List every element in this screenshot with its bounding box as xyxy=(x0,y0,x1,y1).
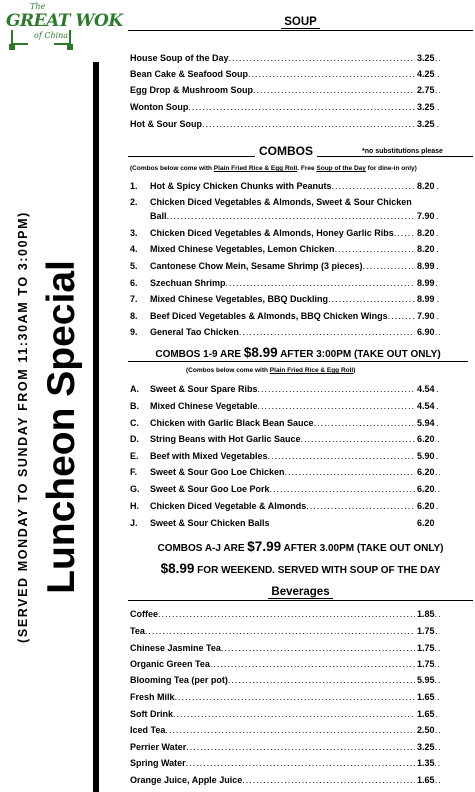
soup-heading: SOUP xyxy=(281,16,320,29)
no-substitutions: *no substitutions please xyxy=(362,148,443,155)
beverage-row: Iced Tea ..... 2.50 xyxy=(130,725,440,739)
menu-row: Wonton Soup ..... 3.25 xyxy=(130,102,440,116)
side-panel xyxy=(0,62,92,792)
combo-row: 5. Cantonese Chow Mein, Sesame Shrimp (3 pieces) ..... 8.99 xyxy=(130,261,440,275)
luncheon-title: Luncheon Special xyxy=(40,260,83,594)
soup-header xyxy=(128,18,473,32)
weekend-note: $8.99 FOR WEEKEND. SERVED WITH SOUP OF THE DAY xyxy=(160,561,441,576)
beverage-row: Soft Drink ..... 1.65 xyxy=(130,709,440,723)
combo-row: 2. Chicken Diced Vegetables & Almonds, Sweet & Sour Chicken xyxy=(130,197,412,207)
combo-row: 8. Beef Diced Vegetables & Almonds, BBQ Chicken Wings ..... 7.90 xyxy=(130,311,440,325)
beverage-row: Spring Water ..... 1.35 xyxy=(130,758,440,772)
menu-row: House Soup of the Day ..... 3.25 xyxy=(130,53,440,67)
combo-row: F. Sweet & Sour Goo Loe Chicken ..... 6.20 xyxy=(130,467,440,481)
combo-row-cont: Ball ..... 7.90 xyxy=(130,211,440,225)
combo-row: 4. Mixed Chinese Vegetables, Lemon Chicken ..... 8.20 xyxy=(130,244,440,258)
logo xyxy=(6,2,123,54)
combos-a-j-after: COMBOS A-J ARE $7.99 AFTER 3.00PM (TAKE OUT ONLY) xyxy=(157,539,444,554)
combo-row: 7. Mixed Chinese Vegetables, BBQ Duckling ..... 8.99 xyxy=(130,294,440,308)
combo-row: D. String Beans with Hot Garlic Sauce ..... 6.20 xyxy=(130,434,440,448)
combo-row: A. Sweet & Sour Spare Ribs ..... 4.54 xyxy=(130,384,440,398)
combo-row: J. Sweet & Sour Chicken Balls 6.20 xyxy=(130,518,435,528)
logo-name: GREAT WOK xyxy=(6,11,123,31)
vertical-divider xyxy=(93,62,99,792)
combos-heading: COMBOS xyxy=(255,144,317,158)
menu-row: Hot & Sour Soup ..... 3.25 xyxy=(130,119,440,133)
beverage-row: Organic Green Tea ..... 1.75 xyxy=(130,659,440,673)
combos-header xyxy=(128,144,473,160)
menu-row: Bean Cake & Seafood Soup ..... 4.25 xyxy=(130,69,440,83)
combo-row: G. Sweet & Sour Goo Loe Pork ..... 6.20 xyxy=(130,484,440,498)
beverages-heading: Beverages xyxy=(268,586,332,599)
beverage-row: Coffee ..... 1.85 xyxy=(130,609,440,623)
beverage-row: Chinese Jasmine Tea ..... 1.75 xyxy=(130,643,440,657)
beverage-row: Blooming Tea (per pot) ..... 5.95 xyxy=(130,675,440,689)
beverage-row: Tea ..... 1.75 xyxy=(130,626,440,640)
logo-the: The xyxy=(30,2,46,11)
beverage-row: Fresh Milk ..... 1.65 xyxy=(130,692,440,706)
beverage-row: Orange Juice, Apple Juice ..... 1.65 xyxy=(130,775,440,789)
beverages-header xyxy=(128,588,473,602)
combo-row: 1. Hot & Spicy Chicken Chunks with Peanuts ..... 8.20 xyxy=(130,181,440,195)
combo-row: B. Mixed Chinese Vegetable ..... 4.54 xyxy=(130,401,440,415)
combo-row: E. Beef with Mixed Vegetables ..... 5.90 xyxy=(130,451,440,465)
logo-subtitle: of China xyxy=(34,31,69,40)
beverage-row: Perrier Water ..... 3.25 xyxy=(130,742,440,756)
combo-row: C. Chicken with Garlic Black Bean Sauce ..... 5.94 xyxy=(130,418,440,432)
combos-note-2: (Combos below come with Plain Fried Rice & Egg Roll) xyxy=(186,367,356,374)
combo-row: 3. Chicken Diced Vegetables & Almonds, Honey Garlic Ribs ..... 8.20 xyxy=(130,228,440,242)
combos-1-9-after: COMBOS 1-9 ARE $8.99 AFTER 3:00PM (TAKE OUT ONLY) xyxy=(128,345,468,362)
menu-row: Egg Drop & Mushroom Soup ..... 2.75 xyxy=(130,85,440,99)
combo-row: 9. General Tao Chicken ..... 6.90 xyxy=(130,327,440,341)
combo-row: 6. Szechuan Shrimp ..... 8.99 xyxy=(130,278,440,292)
combos-note: (Combos below come with Plain Fried Rice & Egg Roll. Free Soup of the Day for dine-in only) xyxy=(130,165,417,172)
service-hours: (SERVED MONDAY TO SUNDAY FROM 11:30AM TO 3:00PM) xyxy=(16,211,30,643)
combo-row: H. Chicken Diced Vegetable & Almonds ..... 6.20 xyxy=(130,501,440,515)
